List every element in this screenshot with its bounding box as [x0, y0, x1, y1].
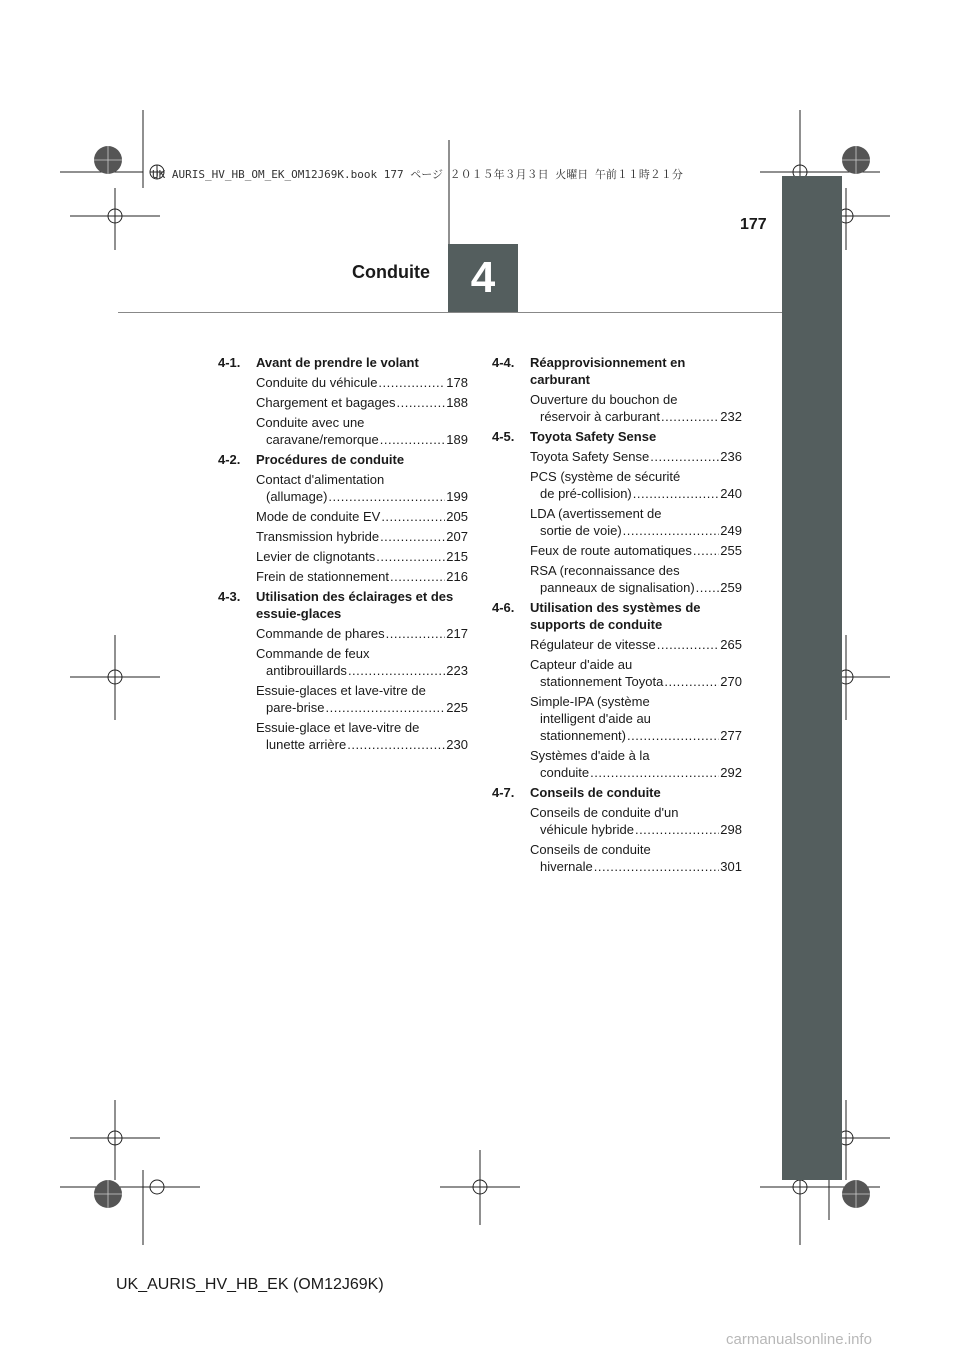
- toc-entry-text: Simple-IPA (système: [530, 694, 650, 709]
- dot-leader: [696, 579, 720, 596]
- toc-entry-page: 292: [720, 765, 742, 780]
- toc-entry-page: 236: [720, 449, 742, 464]
- dot-leader: [376, 548, 445, 565]
- toc-entry-text: Mode de conduite EV: [256, 509, 381, 524]
- dot-leader: [657, 636, 720, 653]
- toc-section-heading: [492, 354, 742, 388]
- toc-entry-page: 188: [446, 395, 468, 410]
- chapter-title: Conduite: [352, 262, 430, 282]
- toc-section-heading: [492, 599, 742, 633]
- dot-leader: [627, 727, 719, 744]
- toc-entry-page: 270: [720, 674, 742, 689]
- toc-section-title: Utilisation des éclairages et des essuie-glaces: [256, 589, 454, 621]
- toc-entry[interactable]: [256, 528, 468, 545]
- toc-entry-text: véhicule hybride: [540, 822, 634, 837]
- toc-section-heading: [492, 784, 742, 801]
- toc-entry-text: Capteur d'aide au: [530, 657, 633, 672]
- toc-entry-page: 232: [720, 409, 742, 424]
- toc-entry-text: Conduite du véhicule: [256, 375, 378, 390]
- toc-entry-page: 189: [446, 432, 468, 447]
- toc-entry-text: pare-brise: [266, 700, 325, 715]
- toc-entry[interactable]: [530, 542, 742, 559]
- dot-leader: [633, 485, 720, 502]
- toc-entry-page: 225: [446, 700, 468, 715]
- toc-section-number: 4-5.: [492, 429, 515, 444]
- toc-entry-page: 301: [720, 859, 742, 874]
- toc-entry[interactable]: [530, 747, 742, 781]
- toc-section-number: 4-7.: [492, 785, 515, 800]
- dot-leader: [664, 673, 719, 690]
- toc-entry-text: Commande de phares: [256, 626, 385, 641]
- toc-entry-text: Levier de clignotants: [256, 549, 376, 564]
- toc-entry-page: 215: [446, 549, 468, 564]
- footer-model-code: UK_AURIS_HV_HB_EK (OM12J69K): [116, 1276, 384, 1293]
- toc-entry[interactable]: [530, 505, 742, 539]
- toc-section-title: Toyota Safety Sense: [530, 429, 657, 444]
- toc-section-heading: [218, 588, 468, 622]
- dot-leader: [347, 736, 445, 753]
- toc-entry-page: 249: [720, 523, 742, 538]
- toc-entry[interactable]: [530, 448, 742, 465]
- dot-leader: [380, 528, 445, 545]
- toc-section-heading: [492, 428, 742, 445]
- toc-entry-text: Essuie-glaces et lave-vitre de: [256, 683, 426, 698]
- watermark: carmanualsonline.info: [726, 1331, 872, 1348]
- toc-section-number: 4-3.: [218, 589, 241, 604]
- toc-section-title: Réapprovisionnement en carburant: [530, 355, 686, 387]
- toc-entry-text: caravane/remorque: [266, 432, 379, 447]
- toc-entry-page: 217: [446, 626, 468, 641]
- toc-section-title: Avant de prendre le volant: [256, 355, 419, 370]
- toc-entry-text: Systèmes d'aide à la: [530, 748, 650, 763]
- toc-entry-text: panneaux de signalisation): [540, 580, 695, 595]
- dot-leader: [693, 542, 719, 559]
- toc-entry-text: Feux de route automatiques: [530, 543, 692, 558]
- toc-entry-text: Chargement et bagages: [256, 395, 396, 410]
- toc-entry-page: 230: [446, 737, 468, 752]
- toc-entry[interactable]: [256, 682, 468, 716]
- printer-slug: UK AURIS_HV_HB_OM_EK_OM12J69K.book 177 ページ ２０１５年３月３日 火曜日 午前１１時２１分: [152, 168, 683, 181]
- dot-leader: [390, 568, 445, 585]
- toc-section-number: 4-4.: [492, 355, 515, 370]
- toc-entry[interactable]: [256, 414, 468, 448]
- toc-entry-page: 205: [446, 509, 468, 524]
- toc-entry[interactable]: [256, 719, 468, 753]
- toc-section-heading: [218, 354, 468, 371]
- toc-entry-text: RSA (reconnaissance des: [530, 563, 680, 578]
- toc-section-title: Utilisation des systèmes de supports de conduite: [530, 600, 701, 632]
- dot-leader: [623, 522, 720, 539]
- toc-entry-text: stationnement Toyota: [540, 674, 664, 689]
- dot-leader: [635, 821, 719, 838]
- toc-entry-text: Régulateur de vitesse: [530, 637, 656, 652]
- toc-entry-page: 240: [720, 486, 742, 501]
- toc-entry-page: 265: [720, 637, 742, 652]
- dot-leader: [380, 431, 446, 448]
- toc-entry-text: Conseils de conduite: [530, 842, 651, 857]
- toc-entry[interactable]: [256, 394, 468, 411]
- dot-leader: [348, 662, 445, 679]
- dot-leader: [328, 488, 445, 505]
- dot-leader: [396, 394, 445, 411]
- toc-entry-page: 216: [446, 569, 468, 584]
- toc-entry-text: Transmission hybride: [256, 529, 380, 544]
- toc-entry[interactable]: [256, 645, 468, 679]
- toc-section-heading: [218, 451, 468, 468]
- header-divider: [118, 312, 782, 313]
- toc-section-title: Procédures de conduite: [256, 452, 405, 467]
- toc-entry-text: intelligent d'aide au: [540, 711, 651, 726]
- toc-section-number: 4-6.: [492, 600, 515, 615]
- toc-entry-text: réservoir à carburant: [540, 409, 660, 424]
- toc-entry[interactable]: [530, 804, 742, 838]
- toc-entry-page: 298: [720, 822, 742, 837]
- toc-entry-page: 207: [446, 529, 468, 544]
- toc-entry-text: Ouverture du bouchon de: [530, 392, 678, 407]
- toc-entry-text: Conduite avec une: [256, 415, 365, 430]
- dot-leader: [386, 625, 446, 642]
- toc-entry[interactable]: [256, 625, 468, 642]
- toc-entry[interactable]: [530, 656, 742, 690]
- toc-section-title: Conseils de conduite: [530, 785, 661, 800]
- toc-entry-page: 277: [720, 728, 742, 743]
- dot-leader: [650, 448, 719, 465]
- dot-leader: [590, 764, 719, 781]
- toc-entry-page: 259: [720, 580, 742, 595]
- toc-entry-text: (allumage): [266, 489, 328, 504]
- toc-entry-text: Toyota Safety Sense: [530, 449, 650, 464]
- toc-entry-text: antibrouillards: [266, 663, 347, 678]
- toc-column-right: [492, 354, 742, 878]
- toc-entry-text: hivernale: [540, 859, 593, 874]
- toc-entry-text: LDA (avertissement de: [530, 506, 662, 521]
- dot-leader: [378, 374, 445, 391]
- dot-leader: [326, 699, 446, 716]
- toc-entry[interactable]: [256, 548, 468, 565]
- toc-entry-page: 199: [446, 489, 468, 504]
- toc-entry-text: Frein de stationnement: [256, 569, 389, 584]
- toc-entry[interactable]: [530, 636, 742, 653]
- toc-entry-text: Conseils de conduite d'un: [530, 805, 679, 820]
- toc-entry-text: de pré-collision): [540, 486, 632, 501]
- toc-entry-text: sortie de voie): [540, 523, 622, 538]
- toc-entry[interactable]: [530, 693, 742, 744]
- dot-leader: [661, 408, 719, 425]
- toc-entry-page: 223: [446, 663, 468, 678]
- page-number: 177: [740, 216, 767, 233]
- toc-entry-text: Contact d'alimentation: [256, 472, 385, 487]
- dot-leader: [594, 858, 720, 875]
- toc-entry-text: conduite: [540, 765, 590, 780]
- toc-entry-text: PCS (système de sécurité: [530, 469, 681, 484]
- toc-entry[interactable]: [530, 841, 742, 875]
- dot-leader: [381, 508, 445, 525]
- chapter-side-tab: [782, 176, 842, 1180]
- toc-entry-text: Essuie-glace et lave-vitre de: [256, 720, 420, 735]
- toc-entry-page: 178: [446, 375, 468, 390]
- toc-section-number: 4-1.: [218, 355, 241, 370]
- toc-entry-text: Commande de feux: [256, 646, 370, 661]
- toc-entry-text: stationnement): [540, 728, 626, 743]
- toc-entry[interactable]: [256, 508, 468, 525]
- toc-section-number: 4-2.: [218, 452, 241, 467]
- chapter-number-box: 4: [448, 244, 518, 312]
- toc-entry[interactable]: [256, 471, 468, 505]
- toc-entry[interactable]: [530, 468, 742, 502]
- toc-entry-page: 255: [720, 543, 742, 558]
- toc-entry-text: lunette arrière: [266, 737, 347, 752]
- toc-column-left: [218, 354, 468, 756]
- toc-entry[interactable]: [256, 374, 468, 391]
- toc-entry[interactable]: [256, 568, 468, 585]
- toc-entry[interactable]: [530, 562, 742, 596]
- toc-entry[interactable]: [530, 391, 742, 425]
